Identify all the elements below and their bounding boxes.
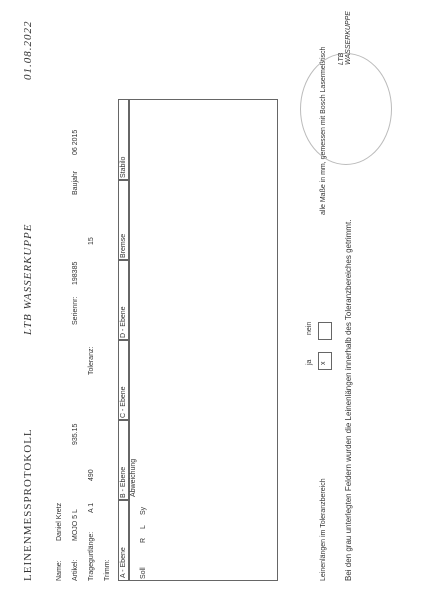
section-b-label: B - Ebene [120, 466, 127, 498]
nein-label: nein [306, 321, 313, 335]
document-title: LEINENMESSPROTOKOLL [22, 428, 34, 581]
signature-mark [300, 53, 392, 165]
serien-label: Seriennr: [72, 296, 79, 325]
section-a-label: A - Ebene [120, 547, 127, 578]
leinen-label: Leinenlängen im Toleranzbereich [320, 478, 327, 581]
name-label: Name: [56, 560, 63, 581]
section-stabilo-label: Stabilo [120, 156, 127, 178]
company-name: LTB WASSERKUPPE [22, 223, 34, 335]
artikel-label: Artikel: [72, 559, 79, 581]
footer-note: Bei den grau unterlegten Feldern wurden die Leinenlängen innerhalb des Toleranzbereiches getrimmt. [344, 219, 353, 581]
name-value: Daniel Kretz [56, 502, 63, 541]
section-d-label: D - Ebene [120, 306, 127, 338]
column-soll: Soll [140, 567, 147, 579]
nein-checkbox [318, 322, 332, 340]
column-r: R [140, 537, 147, 543]
artikel-value: MOJO 5 L [72, 509, 79, 541]
trimm-label: Trimm: [104, 559, 111, 581]
toleranz-value: 15 [88, 237, 95, 245]
toleranz-label: Toleranz: [88, 346, 95, 375]
tragegurt-value2: 490 [88, 469, 95, 481]
section-bremse-label: Bremse [120, 233, 127, 258]
ja-label: ja [306, 359, 313, 365]
stamp-text: LTB WASSERKUPPE [338, 11, 352, 65]
side-note: alle Maße in mm, gemessen mit Bosch Lasermeßtisch [320, 46, 327, 215]
tragegurt-label: Tragegurtlänge: [88, 531, 95, 581]
tragegurt-value: A 1 [88, 502, 95, 513]
serien-value: 198385 [72, 261, 79, 285]
ja-mark: x [320, 361, 327, 365]
column-l: L [140, 525, 147, 529]
rotated-page [20, 5, 420, 585]
baujahr-label: Baujahr [72, 170, 79, 195]
artikel-code: 935.15 [72, 423, 79, 445]
section-c-label: C - Ebene [120, 386, 127, 418]
column-sy: Sy [140, 506, 147, 515]
baujahr-value: 06 2015 [72, 129, 79, 155]
measurement-table-area [128, 99, 278, 581]
abweichung-label: Abweichung [130, 458, 137, 497]
document-date: 01.08.2022 [22, 20, 34, 80]
